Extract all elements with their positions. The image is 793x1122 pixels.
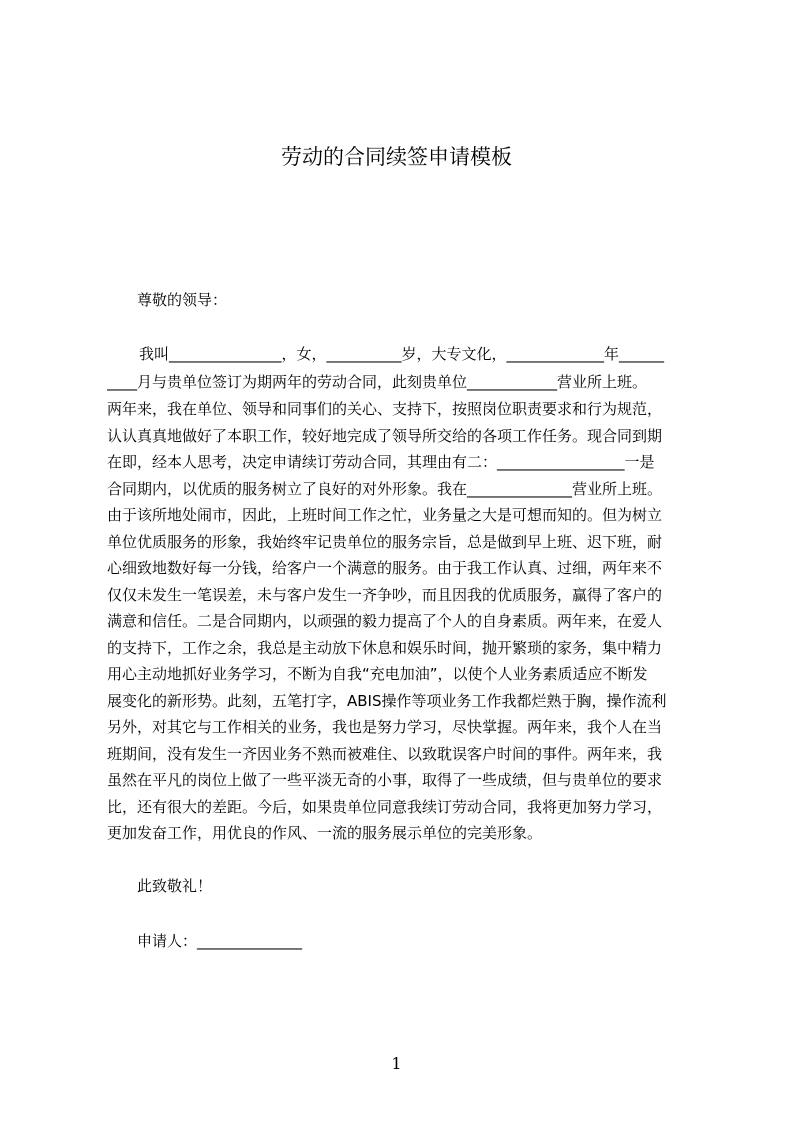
body-line: 两年来，我在单位、领导和同事们的关心、支持下，按照岗位职责要求和行为规范， [107, 400, 663, 418]
body-line: 班期间，没有发生一齐因业务不熟而被难住、以致耽误客户时间的事件。两年来，我 [107, 745, 663, 763]
body-line: 用心主动地抓好业务学习，不断为自我“充电加油”，以使个人业务素质适应不断发 [107, 665, 648, 683]
body-line: 单位优质服务的形象，我始终牢记贵单位的服务宗旨，总是做到早上班、迟下班，耐 [107, 533, 663, 551]
body-line: 更加发奋工作，用优良的作风、一流的服务展示单位的完美形象。 [107, 824, 543, 842]
body-line: 展变化的新形势。此刻，五笔打字，ABIS操作等项业务工作我都烂熟于胸，操作流利 [107, 692, 667, 710]
body-line: 由于该所地处闹市，因此，上班时间工作之忙，业务量之大是可想而知的。但为树立 [107, 506, 663, 524]
body-line: 虽然在平凡的岗位上做了一些平淡无奇的小事，取得了一些成绩，但与贵单位的要求 [107, 771, 663, 789]
body-line: 合同期内，以优质的服务树立了良好的对外形象。我在______________营业所上班。 [107, 480, 663, 498]
signature-line: 申请人：______________ [137, 932, 303, 950]
body-line: 心细致地数好每一分钱，给客户一个满意的服务。由于我工作认真、过细，两年来不 [107, 559, 663, 577]
page-number: 1 [391, 1054, 402, 1073]
salutation: 尊敬的领导： [137, 291, 228, 309]
body-line: 认认真真地做好了本职工作，较好地完成了领导所交给的各项工作任务。现合同到期 [107, 427, 663, 445]
body-line: ____月与贵单位签订为期两年的劳动合同，此刻贵单位____________营业所上班。 [107, 373, 648, 391]
body-line: 满意和信任。二是合同期内，以顽强的毅力提高了个人的自身素质。两年来，在爱人 [107, 612, 663, 630]
body-line: 仅仅未发生一笔误差，未与客户发生一齐争吵，而且因我的优质服务，赢得了客户的 [107, 586, 663, 604]
body-line: 比，还有很大的差距。今后，如果贵单位同意我续订劳动合同，我将更加努力学习， [107, 798, 663, 816]
body-line: 的支持下，工作之余，我总是主动放下休息和娱乐时间，抛开繁琐的家务，集中精力 [107, 639, 663, 657]
document-title: 劳动的合同续签申请模板 [281, 145, 512, 169]
body-line: 我叫_______________，女，__________岁，大专文化，_____________年______ [139, 345, 665, 363]
body-line: 在即，经本人思考，决定申请续订劳动合同，其理由有二：_________________一是 [107, 453, 655, 471]
body-line: 另外，对其它与工作相关的业务，我也是努力学习，尽快掌握。两年来，我个人在当 [107, 718, 663, 736]
closing: 此致敬礼！ [137, 877, 213, 895]
